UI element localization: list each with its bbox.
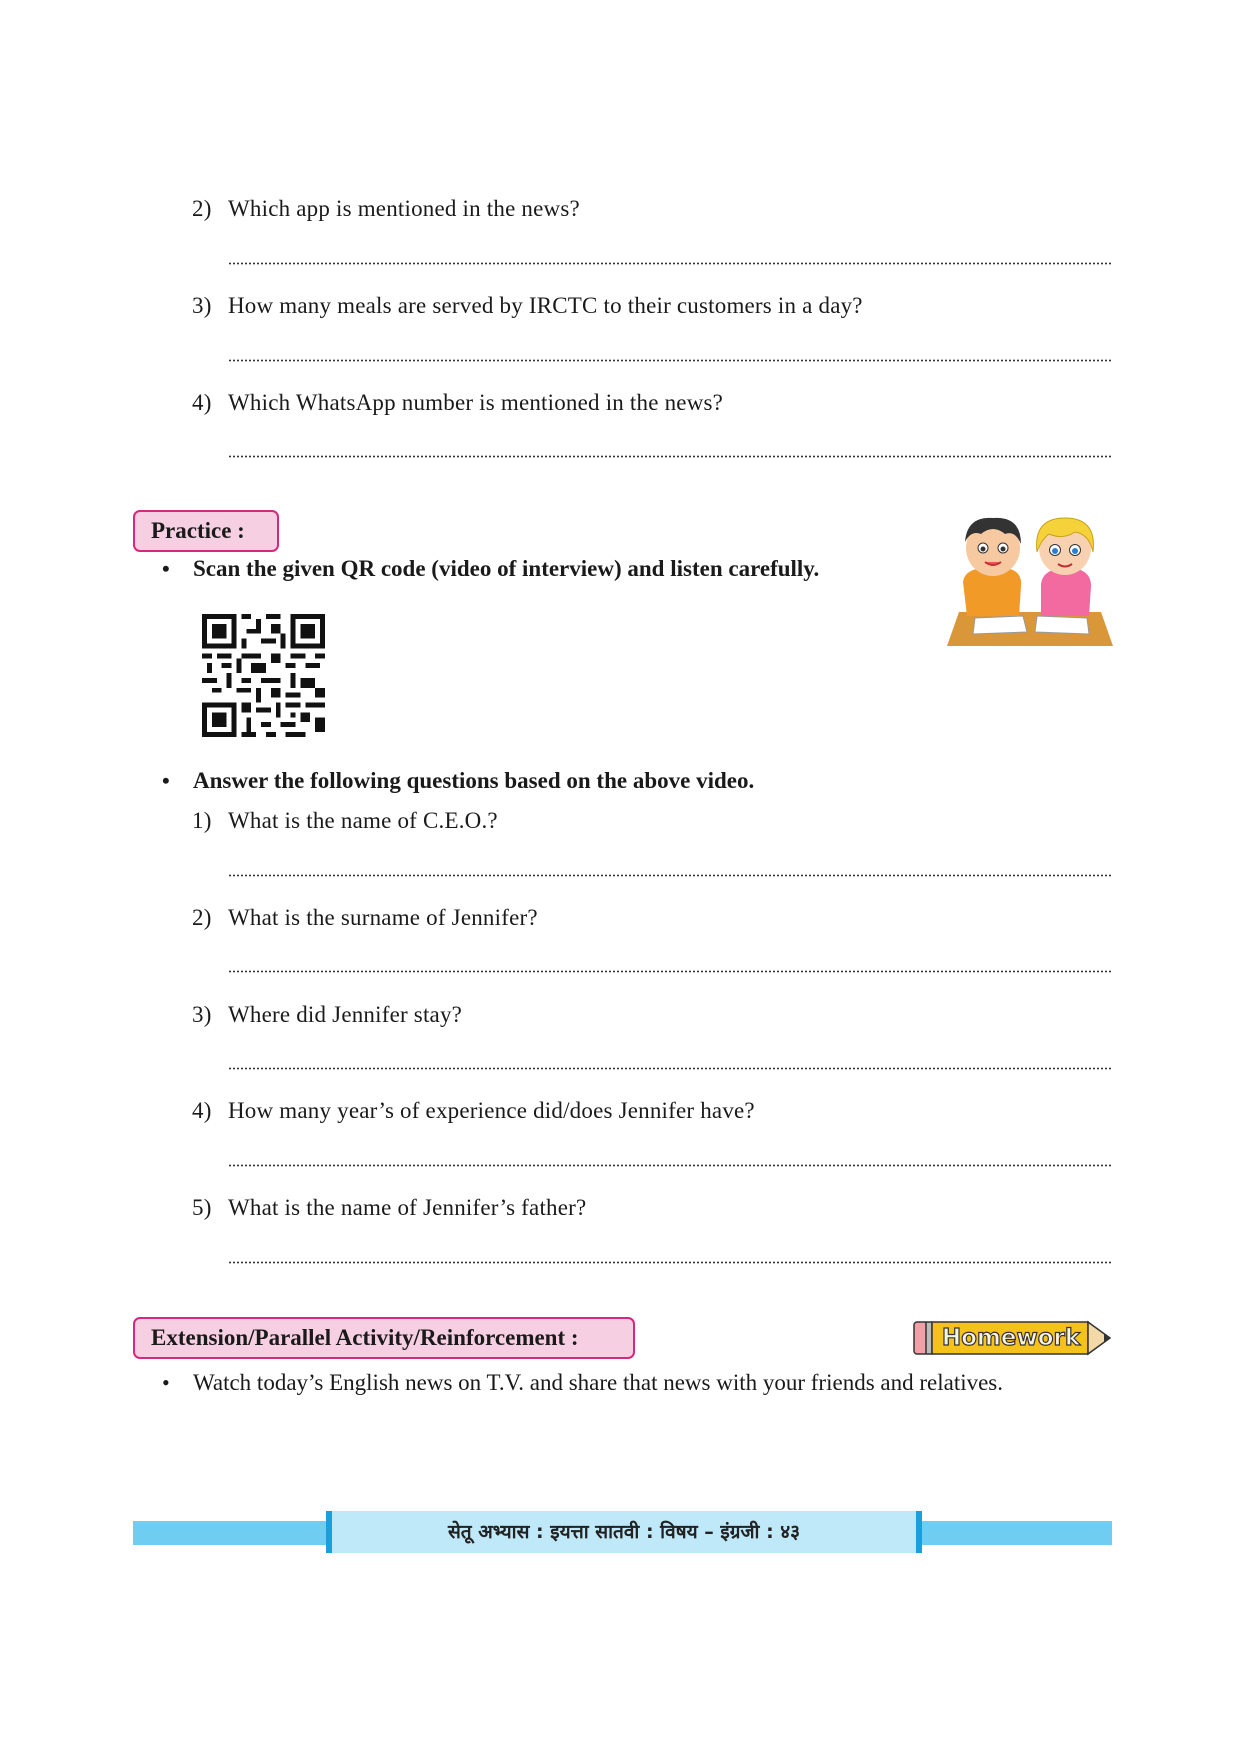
bullet-point: •: [162, 556, 170, 581]
practice-label: Practice :: [133, 510, 279, 552]
top-question-3: [192, 293, 863, 319]
top-question-2: [192, 196, 580, 222]
question-text: How many year’s of experience did/does Jennifer have?: [228, 1098, 755, 1123]
extension-instruction: [162, 1370, 1003, 1396]
question-text: What is the name of Jennifer’s father?: [228, 1195, 587, 1220]
bullet-point: •: [162, 1370, 170, 1395]
question-number: 3): [192, 1002, 212, 1027]
practice-question-3: [192, 1002, 462, 1028]
answer-line[interactable]: [228, 455, 1112, 458]
practice-question-1: [192, 808, 498, 834]
homework-badge: [912, 1319, 1114, 1357]
answer-line[interactable]: [228, 970, 1112, 973]
question-text: How many meals are served by IRCTC to their customers in a day?: [228, 293, 863, 318]
footer-bar-left: [133, 1521, 333, 1545]
question-text: Which app is mentioned in the news?: [228, 196, 580, 221]
question-number: 2): [192, 905, 212, 930]
answer-questions-instruction: [162, 768, 754, 794]
question-number: 4): [192, 390, 212, 415]
children-studying-illustration: [945, 512, 1115, 646]
top-question-4: [192, 390, 723, 416]
question-number: 3): [192, 293, 212, 318]
footer-bar-right: [915, 1521, 1112, 1545]
qr-code-image[interactable]: [202, 614, 325, 737]
answer-line[interactable]: [228, 262, 1112, 265]
practice-question-5: [192, 1195, 586, 1221]
homework-badge-text: Homework: [941, 1325, 1081, 1351]
answer-line[interactable]: [228, 1164, 1112, 1167]
practice-question-4: [192, 1098, 755, 1124]
answer-line[interactable]: [228, 1261, 1112, 1264]
answer-line[interactable]: [228, 874, 1112, 877]
answer-line[interactable]: [228, 359, 1112, 362]
question-number: 4): [192, 1098, 212, 1123]
question-number: 2): [192, 196, 212, 221]
answer-line[interactable]: [228, 1067, 1112, 1070]
answer-instruction-text: Answer the following questions based on the above video.: [193, 768, 755, 793]
extension-activity-label: Extension/Parallel Activity/Reinforcement :: [133, 1317, 635, 1359]
scan-instruction-text: Scan the given QR code (video of interview) and listen carefully.: [193, 556, 820, 581]
question-text: What is the surname of Jennifer?: [228, 905, 538, 930]
question-text: Which WhatsApp number is mentioned in the news?: [228, 390, 724, 415]
page-footer: सेतू अभ्यास : इयत्ता सातवी : विषय – इंग्रजी : ४३: [326, 1511, 922, 1553]
scan-qr-instruction: [162, 556, 819, 582]
question-text: What is the name of C.E.O.?: [228, 808, 498, 833]
bullet-point: •: [162, 768, 170, 793]
extension-instruction-text: Watch today’s English news on T.V. and share that news with your friends and relatives.: [193, 1370, 1004, 1395]
question-number: 1): [192, 808, 212, 833]
question-number: 5): [192, 1195, 212, 1220]
question-text: Where did Jennifer stay?: [228, 1002, 463, 1027]
practice-question-2: [192, 905, 538, 931]
